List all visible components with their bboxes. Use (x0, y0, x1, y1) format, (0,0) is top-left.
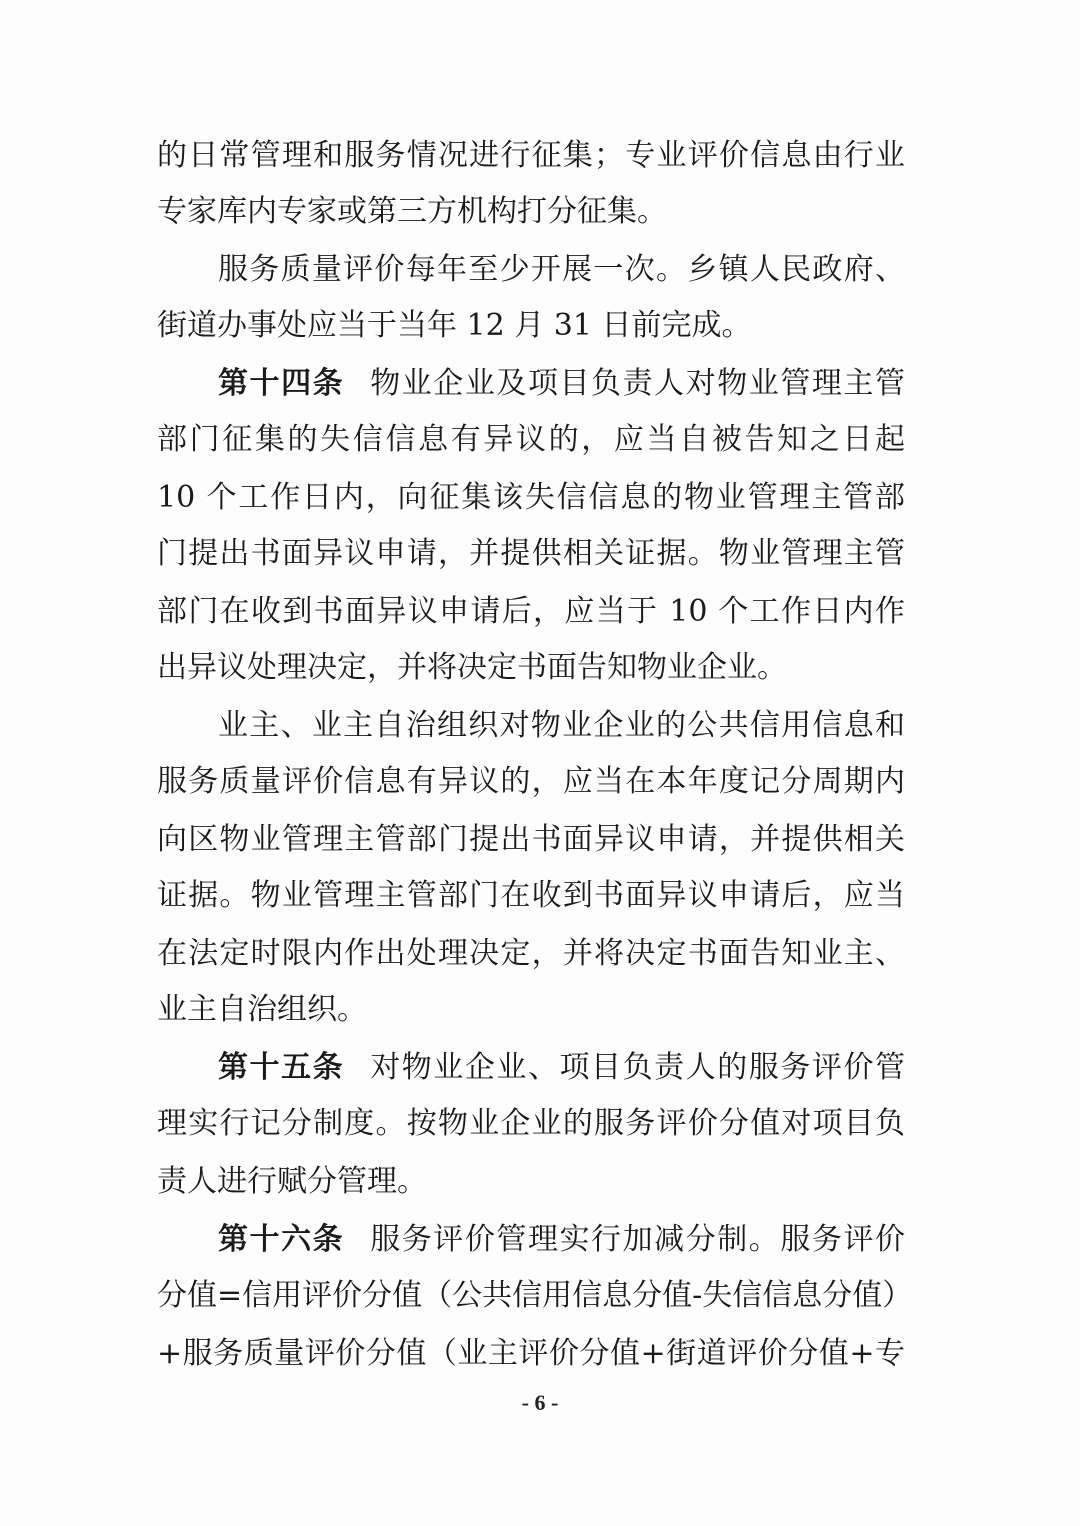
paragraph-line (157, 420, 905, 460)
line-text: 证据。物业管理主管部门在收到书面异议申请后，应当 (157, 878, 905, 913)
line-text: 责人进行赋分管理。 (157, 1164, 427, 1199)
paragraph-line (218, 250, 905, 290)
line-text: +服务质量评价分值（业主评价分值+街道评价分值+专 (157, 1336, 905, 1371)
line-text: 出异议处理决定，并将决定书面告知物业企业。 (157, 650, 787, 685)
line-text: 在法定时限内作出处理决定，并将决定书面告知业主、 (157, 936, 905, 971)
paragraph-line (157, 820, 905, 860)
line-text: 理实行记分制度。按物业企业的服务评价分值对项目负 (157, 1106, 905, 1141)
paragraph-line (157, 1162, 427, 1202)
paragraph-line (157, 136, 905, 176)
paragraph-line (157, 1104, 905, 1144)
line-text: 门提出书面异议申请，并提供相关证据。物业管理主管 (157, 536, 905, 571)
paragraph-line (218, 706, 905, 746)
paragraph-line (157, 990, 367, 1030)
line-text: 业主、业主自治组织对物业企业的公共信用信息和 (218, 708, 905, 743)
paragraph-line (157, 534, 905, 574)
paragraph-line (157, 934, 905, 974)
article-title: 第十四条 (218, 366, 345, 401)
line-text: 街道办事处应当于当年 12 月 31 日前完成。 (157, 308, 752, 343)
line-text: 的日常管理和服务情况进行征集；专业评价信息由行业 (157, 138, 905, 173)
article-title: 第十六条 (218, 1222, 345, 1257)
paragraph-line (157, 876, 905, 916)
article-paragraph-line (218, 1220, 905, 1260)
line-text: 专家库内专家或第三方机构打分征集。 (157, 194, 667, 229)
line-text: 物业企业及项目负责人对物业管理主管 (370, 366, 906, 401)
paragraph-line (157, 648, 787, 688)
line-text: 10 个工作日内，向征集该失信信息的物业管理主管部 (157, 480, 905, 515)
line-text: 服务质量评价每年至少开展一次。乡镇人民政府、 (218, 252, 905, 287)
line-text: 部门征集的失信信息有异议的，应当自被告知之日起 (157, 422, 905, 457)
line-text: 部门在收到书面异议申请后，应当于 10 个工作日内作 (157, 594, 905, 629)
paragraph-line (157, 478, 905, 518)
line-text: 分值=信用评价分值（公共信用信息分值-失信信息分值） (157, 1278, 913, 1313)
article-paragraph-line (218, 1048, 905, 1088)
paragraph-line (157, 306, 752, 346)
paragraph-line (157, 592, 905, 632)
line-text: 对物业企业、项目负责人的服务评价管 (370, 1050, 906, 1085)
page-number: - 6 - (521, 1390, 559, 1415)
line-text: 服务质量评价信息有异议的，应当在本年度记分周期内 (157, 764, 905, 799)
paragraph-line (157, 192, 667, 232)
line-text: 业主自治组织。 (157, 992, 367, 1027)
paragraph-line (157, 1276, 913, 1316)
paragraph-line (157, 1334, 905, 1374)
article-title: 第十五条 (218, 1050, 345, 1085)
line-text: 向区物业管理主管部门提出书面异议申请，并提供相关 (157, 822, 905, 857)
article-paragraph-line (218, 364, 905, 404)
line-text: 服务评价管理实行加减分制。服务评价 (370, 1222, 906, 1257)
paragraph-line (157, 762, 905, 802)
